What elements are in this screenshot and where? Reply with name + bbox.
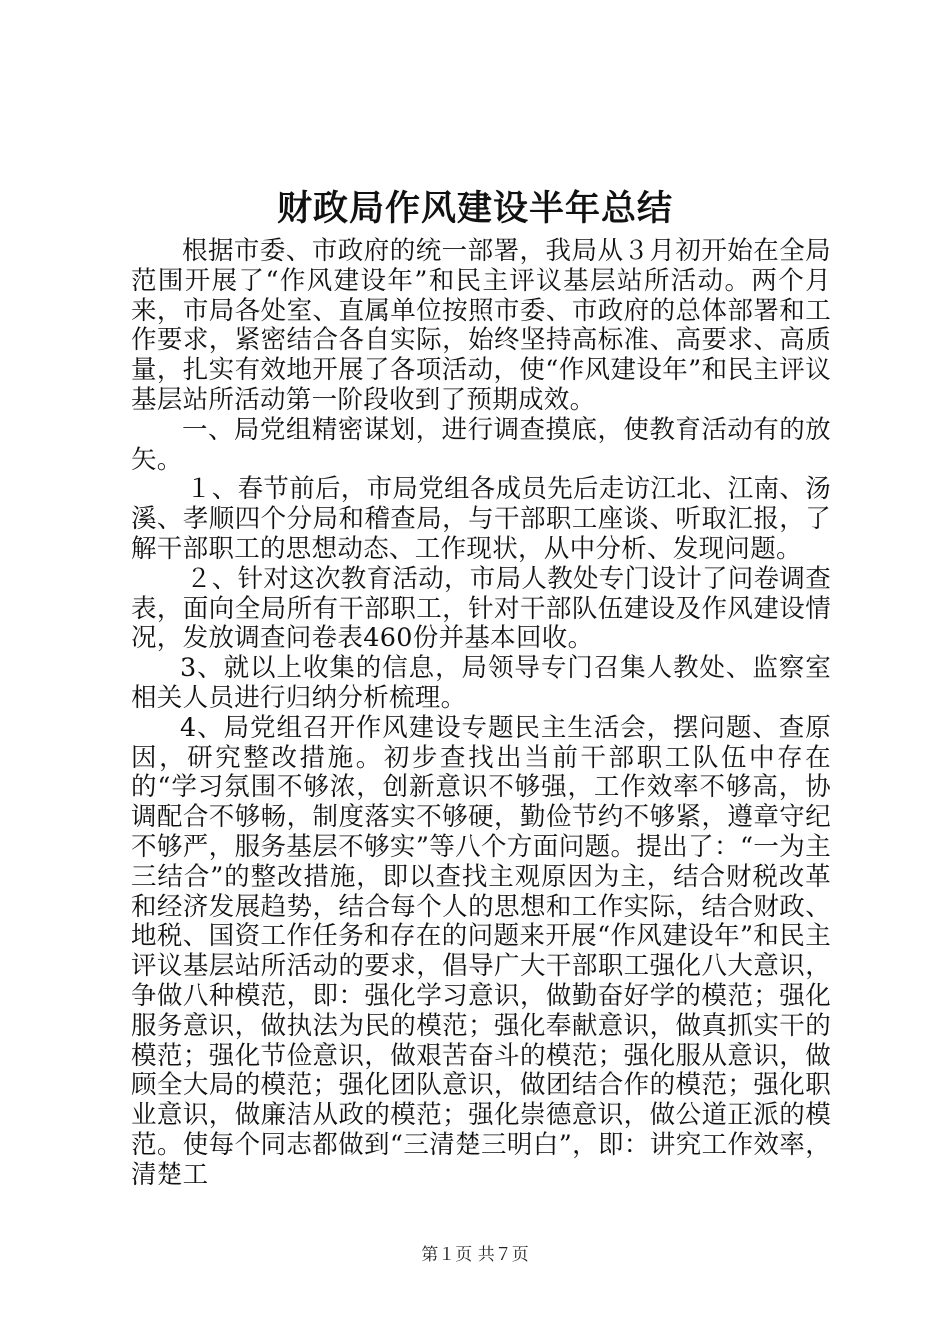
list-item-3: 3、就以上收集的信息，局领导专门召集人教处、监察室相关人员进行归纳分析梳理。 [131, 653, 831, 713]
page-footer: 第１页 共７页 [421, 1245, 529, 1265]
list-item-4: 4、局党组召开作风建设专题民主生活会，摆问题、查原因，研究整改措施。初步查找出当前干部职工队伍中存在的“学习氛围不够浓，创新意识不够强，工作效率不够高，协调配合不够畅，制度落实不够硬，勤俭节约不够紧，遵章守纪不够严，服务基层不够实”等八个方面问题。提出了：“一为主三结合”的整改措施，即以查找主观原因为主，结合财税改革和经济发展趋势，结合每个人的思想和工作实际，结合财政、地税、国资工作任务和存在的问题来开展“作风建设年”和民主评议基层站所活动的要求，倡导广大干部职工强化八大意识，争做八种模范，即：强化学习意识，做勤奋好学的模范；强化服务意识，做执法为民的模范；强化奉献意识，做真抓实干的模范；强化节俭意识，做艰苦奋斗的模范；强化服从意识，做顾全大局的模范；强化团队意识，做团结合作的模范；强化职业意识，做廉洁从政的模范；强化崇德意识，做公道正派的模范。使每个同志都做到“三清楚三明白”，即：讲究工作效率，清楚工 [131, 712, 831, 1190]
document-body [131, 237, 831, 1191]
list-item-1: １、春节前后，市局党组各成员先后走访江北、江南、汤溪、孝顺四个分局和稽查局，与干部职工座谈、听取汇报，了解干部职工的思想动态、工作现状，从中分析、发现问题。 [131, 474, 832, 564]
section-heading-1: 一、局党组精密谋划，进行调查摸底，使教育活动有的放矢。 [131, 414, 831, 475]
page-title: 财政局作风建设半年总结 [276, 188, 673, 229]
intro-paragraph: 根据市委、市政府的统一部署，我局从３月初开始在全局范围开展了“作风建设年”和民主评议基层站所活动。两个月来，市局各处室、直属单位按照市委、市政府的总体部署和工作要求，紧密结合各自实际，始终坚持高标准、高要求、高质量，扎实有效地开展了各项活动，使“作风建设年”和民主评议基层站所活动第一阶段收到了预期成效。 [131, 236, 831, 415]
list-item-2: ２、针对这次教育活动，市局人教处专门设计了问卷调查表，面向全局所有干部职工，针对干部队伍建设及作风建设情况，发放调查问卷表460份并基本回收。 [131, 563, 832, 654]
